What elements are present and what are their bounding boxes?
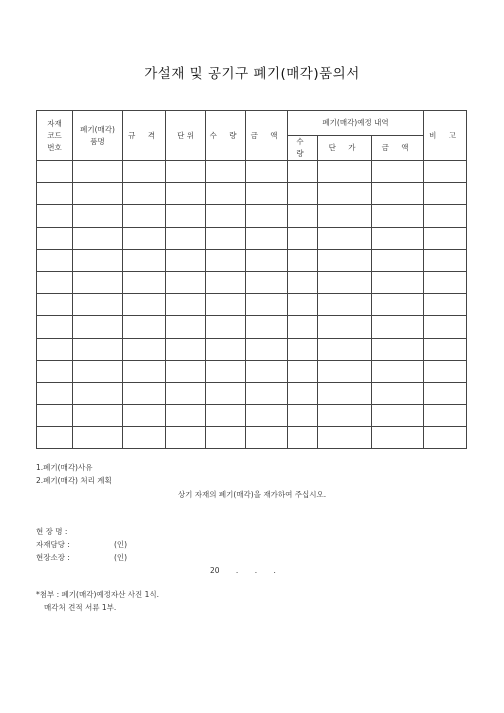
table-cell bbox=[288, 183, 318, 205]
table-cell bbox=[166, 360, 206, 382]
table-cell bbox=[73, 294, 123, 316]
table-cell bbox=[424, 382, 467, 404]
table-cell bbox=[166, 205, 206, 227]
table-cell bbox=[318, 338, 372, 360]
table-cell bbox=[424, 405, 467, 427]
table-cell bbox=[288, 294, 318, 316]
table-cell bbox=[73, 382, 123, 404]
header-unit: 단 위 bbox=[166, 111, 206, 161]
table-cell bbox=[424, 205, 467, 227]
table-cell bbox=[206, 338, 246, 360]
table-cell bbox=[73, 205, 123, 227]
table-cell bbox=[73, 227, 123, 249]
header-amount: 금 액 bbox=[246, 111, 288, 161]
table-cell bbox=[206, 405, 246, 427]
table-cell bbox=[246, 360, 288, 382]
disposal-plan-label: 2.폐기(매각) 처리 계획 bbox=[36, 476, 112, 485]
table-cell bbox=[166, 338, 206, 360]
material-manager-label: 자재담당 : bbox=[36, 540, 70, 549]
table-cell bbox=[318, 316, 372, 338]
table-cell bbox=[123, 405, 166, 427]
header-planned-qty: 수 량 bbox=[288, 136, 318, 161]
table-row bbox=[37, 316, 467, 338]
table-cell bbox=[424, 227, 467, 249]
table-cell bbox=[166, 249, 206, 271]
page-title: 가설재 및 공기구 폐기(매각)품의서 bbox=[144, 66, 360, 82]
table-cell bbox=[166, 271, 206, 293]
header-planned-group: 폐기(매각)예정 내역 bbox=[288, 111, 424, 136]
table-cell bbox=[318, 249, 372, 271]
table-cell bbox=[206, 427, 246, 449]
table-cell bbox=[123, 294, 166, 316]
table-cell bbox=[123, 360, 166, 382]
table-cell bbox=[372, 271, 424, 293]
table-row bbox=[37, 360, 467, 382]
disposal-table bbox=[36, 110, 467, 449]
table-cell bbox=[318, 360, 372, 382]
table-cell bbox=[318, 382, 372, 404]
table-row bbox=[37, 183, 467, 205]
table-cell bbox=[166, 183, 206, 205]
table-cell bbox=[123, 271, 166, 293]
table-cell bbox=[73, 249, 123, 271]
table-cell bbox=[246, 227, 288, 249]
table-cell bbox=[206, 382, 246, 404]
attachment-line-2: 매각처 견적 서류 1부. bbox=[44, 603, 117, 612]
table-cell bbox=[246, 249, 288, 271]
table-cell bbox=[166, 405, 206, 427]
table-cell bbox=[372, 294, 424, 316]
table-cell bbox=[424, 294, 467, 316]
table-cell bbox=[166, 161, 206, 183]
table-cell bbox=[123, 382, 166, 404]
table-cell bbox=[37, 382, 73, 404]
table-cell bbox=[73, 360, 123, 382]
table-cell bbox=[206, 316, 246, 338]
table-cell bbox=[37, 294, 73, 316]
table-cell bbox=[318, 271, 372, 293]
table-cell bbox=[73, 405, 123, 427]
table-row bbox=[37, 271, 467, 293]
table-cell bbox=[288, 316, 318, 338]
table-cell bbox=[37, 227, 73, 249]
table-cell bbox=[73, 427, 123, 449]
table-cell bbox=[246, 405, 288, 427]
table-cell bbox=[123, 427, 166, 449]
table-cell bbox=[123, 316, 166, 338]
attachment-line-1: *첨부 : 폐기(매각)예정자산 사진 1식. bbox=[36, 590, 160, 599]
table-cell bbox=[37, 205, 73, 227]
table-cell bbox=[288, 249, 318, 271]
table-cell bbox=[424, 161, 467, 183]
table-cell bbox=[246, 316, 288, 338]
table-row bbox=[37, 227, 467, 249]
table-row bbox=[37, 405, 467, 427]
table-cell bbox=[424, 316, 467, 338]
table-cell bbox=[372, 316, 424, 338]
table-cell bbox=[318, 183, 372, 205]
table-cell bbox=[288, 205, 318, 227]
table-cell bbox=[288, 427, 318, 449]
table-cell bbox=[166, 227, 206, 249]
table-cell bbox=[123, 338, 166, 360]
table-cell bbox=[206, 183, 246, 205]
table-cell bbox=[246, 294, 288, 316]
table-cell bbox=[424, 338, 467, 360]
site-name-label: 현 장 명 : bbox=[36, 527, 68, 536]
disposal-reason-label: 1.폐기(매각)사유 bbox=[36, 463, 93, 472]
table-row bbox=[37, 205, 467, 227]
table-cell bbox=[372, 382, 424, 404]
table-cell bbox=[372, 338, 424, 360]
table-cell bbox=[206, 161, 246, 183]
table-cell bbox=[424, 183, 467, 205]
table-cell bbox=[318, 405, 372, 427]
header-spec: 규 격 bbox=[123, 111, 166, 161]
header-code: 자재 코드 번호 bbox=[37, 111, 73, 161]
table-cell bbox=[288, 227, 318, 249]
table-cell bbox=[318, 161, 372, 183]
table-cell bbox=[37, 427, 73, 449]
table-cell bbox=[424, 427, 467, 449]
site-manager-seal: (인) bbox=[114, 553, 128, 562]
table-cell bbox=[372, 161, 424, 183]
table-cell bbox=[37, 338, 73, 360]
table-cell bbox=[73, 161, 123, 183]
table-cell bbox=[206, 227, 246, 249]
table-row bbox=[37, 338, 467, 360]
table-cell bbox=[288, 161, 318, 183]
table-cell bbox=[318, 205, 372, 227]
table-cell bbox=[73, 338, 123, 360]
table-cell bbox=[246, 161, 288, 183]
table-cell bbox=[206, 360, 246, 382]
table-cell bbox=[73, 271, 123, 293]
header-planned-price: 단 가 bbox=[318, 136, 372, 161]
table-row bbox=[37, 427, 467, 449]
table-cell bbox=[166, 382, 206, 404]
table-cell bbox=[246, 382, 288, 404]
table-cell bbox=[123, 249, 166, 271]
table-cell bbox=[318, 294, 372, 316]
table-row bbox=[37, 294, 467, 316]
table-cell bbox=[123, 205, 166, 227]
table-cell bbox=[246, 183, 288, 205]
table-cell bbox=[206, 294, 246, 316]
header-qty: 수 량 bbox=[206, 111, 246, 161]
table-cell bbox=[318, 227, 372, 249]
header-planned-amount: 금 액 bbox=[372, 136, 424, 161]
table-cell bbox=[123, 227, 166, 249]
table-cell bbox=[37, 405, 73, 427]
table-row bbox=[37, 382, 467, 404]
table-cell bbox=[37, 161, 73, 183]
table-row bbox=[37, 161, 467, 183]
table-cell bbox=[206, 205, 246, 227]
table-cell bbox=[372, 427, 424, 449]
table-cell bbox=[424, 360, 467, 382]
table-cell bbox=[37, 271, 73, 293]
material-manager-seal: (인) bbox=[114, 540, 128, 549]
table-cell bbox=[372, 249, 424, 271]
table-cell bbox=[246, 338, 288, 360]
table-cell bbox=[123, 161, 166, 183]
table-cell bbox=[246, 271, 288, 293]
table-cell bbox=[372, 205, 424, 227]
table-cell bbox=[424, 249, 467, 271]
table-cell bbox=[288, 382, 318, 404]
table-cell bbox=[123, 183, 166, 205]
table-cell bbox=[37, 249, 73, 271]
table-cell bbox=[166, 316, 206, 338]
table-cell bbox=[246, 205, 288, 227]
table-cell bbox=[206, 249, 246, 271]
table-cell bbox=[288, 271, 318, 293]
table-cell bbox=[37, 360, 73, 382]
table-cell bbox=[206, 271, 246, 293]
table-cell bbox=[37, 183, 73, 205]
date-line: 20 . . . bbox=[210, 566, 276, 575]
header-remarks: 비 고 bbox=[424, 111, 467, 161]
table-cell bbox=[288, 338, 318, 360]
table-cell bbox=[246, 427, 288, 449]
table-cell bbox=[372, 227, 424, 249]
table-cell bbox=[288, 405, 318, 427]
table-cell bbox=[288, 360, 318, 382]
table-cell bbox=[424, 271, 467, 293]
table-cell bbox=[372, 405, 424, 427]
table-cell bbox=[372, 360, 424, 382]
table-cell bbox=[318, 427, 372, 449]
table-cell bbox=[37, 316, 73, 338]
approval-request-text: 상기 자재의 폐기(매각)을 재가하여 주십시오. bbox=[177, 490, 327, 499]
table-cell bbox=[372, 183, 424, 205]
table-cell bbox=[73, 183, 123, 205]
table-row bbox=[37, 249, 467, 271]
header-item: 폐기(매각) 품명 bbox=[73, 111, 123, 161]
site-manager-label: 현장소장 : bbox=[36, 553, 70, 562]
table-cell bbox=[73, 316, 123, 338]
table-cell bbox=[166, 294, 206, 316]
table-cell bbox=[166, 427, 206, 449]
